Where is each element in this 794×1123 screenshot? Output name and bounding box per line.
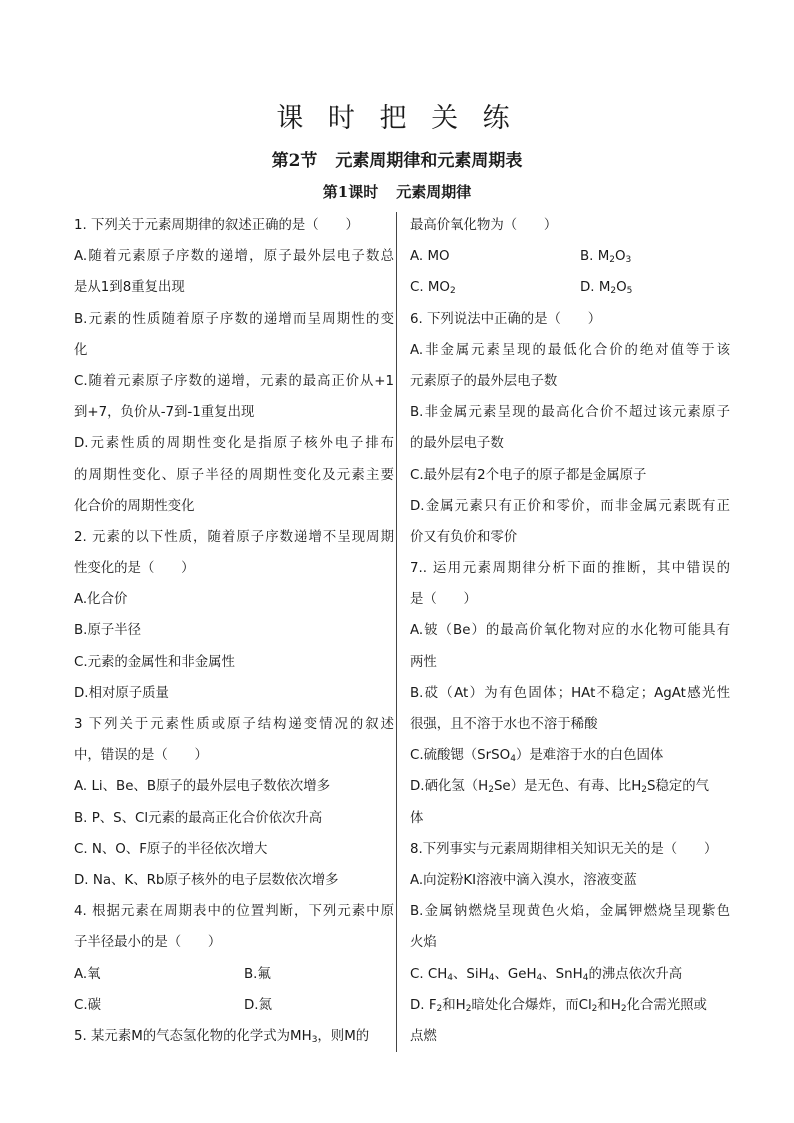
q5-option-c: C. $MO_2$ xyxy=(410,280,456,297)
q4-option-d: D.氮 xyxy=(244,997,272,1013)
q7-option-d: D.硒化氢$(H_2Se)$是无色、有毒、比$H_2S$稳定的气 xyxy=(410,779,710,796)
q3-option-c: C. N、O、F原子的半径依次增大 xyxy=(74,841,268,857)
q5-options-row-1 xyxy=(410,241,730,272)
q2-option-d: D.相对原子质量 xyxy=(74,685,169,701)
q4-option-a: A.氧 xyxy=(74,966,101,982)
q7-stem-cont: 是（ ） xyxy=(410,592,477,608)
q7-option-c: C.硫酸锶（SrSO$_4$）是难溶于水的白色固体 xyxy=(410,748,664,765)
left-column xyxy=(74,210,394,1052)
q7-option-b-cont: 很强，且不溶于水也不溶于稀酸 xyxy=(410,717,598,732)
section-number: 第2节 xyxy=(271,151,318,171)
q5-options-row-2 xyxy=(410,272,730,303)
q5-stem: 5. 某元素M的气态氢化物的化学式为$MH_3$，则M的 xyxy=(74,1028,370,1045)
q8-stem: 8.下列事实与元素周期律相关知识无关的是（ ） xyxy=(410,841,718,857)
right-column xyxy=(410,210,730,1052)
q6-option-d-cont: 价又有负价和零价 xyxy=(410,529,518,545)
q3-stem-cont: 中，错误的是（ ） xyxy=(74,748,208,764)
question-3 xyxy=(74,709,394,896)
q8-option-d: D. $F_2$和$H_2$暗处化合爆炸，而$Cl_2$和$H_2$化合需光照或 xyxy=(410,997,707,1014)
lesson-number: 第1课时 xyxy=(322,183,379,201)
q5-stem-cont: 最高价氧化物为（ ） xyxy=(410,218,558,233)
question-7 xyxy=(410,553,730,834)
q1-option-d-cont2: 化合价的周期性变化 xyxy=(74,498,195,514)
q4-option-c: C.碳 xyxy=(74,997,101,1013)
q8-option-d-cont: 点燃 xyxy=(410,1028,437,1044)
question-8 xyxy=(410,834,730,1052)
question-4 xyxy=(74,896,394,1021)
question-2 xyxy=(74,522,394,709)
question-5-cont xyxy=(410,210,730,304)
q1-stem: 1. 下列关于元素周期律的叙述正确的是（ ） xyxy=(74,218,359,233)
q1-option-b: B.元素的性质随着原子序数的递增而呈周期性的变 xyxy=(74,311,394,327)
q8-option-c: C. $CH_4$、SiH$_4$、GeH$_4$、SnH$_4$的沸点依次升高 xyxy=(410,966,683,983)
q6-option-b: B.非金属元素呈现的最高化合价不超过该元素原子 xyxy=(410,405,730,421)
q6-option-a-cont: 元素原子的最外层电子数 xyxy=(410,373,558,389)
q7-option-a: A.铍（Be）的最高价氧化物对应的水化物可能具有 xyxy=(410,623,730,639)
q2-stem: 2. 元素的以下性质，随着原子序数递增不呈现周期 xyxy=(74,529,394,545)
q4-stem: 4. 根据元素在周期表中的位置判断，下列元素中原 xyxy=(74,904,394,920)
q2-option-b: B.原子半径 xyxy=(74,623,142,639)
q1-option-c: C.随着元素原子序数的递增，元素的最高正价从+1 xyxy=(74,373,394,389)
q6-stem: 6. 下列说法中正确的是（ ） xyxy=(410,311,602,327)
question-5-start xyxy=(74,1021,394,1052)
q1-option-a-cont: 是从1到8重复出现 xyxy=(74,280,185,296)
q4-options-row-1 xyxy=(74,959,394,990)
q8-option-a: A.向淀粉KI溶液中滴入溴水，溶液变蓝 xyxy=(410,872,637,888)
q6-option-c: C.最外层有2个电子的原子都是金属原子 xyxy=(410,467,647,483)
q4-option-b: B.氟 xyxy=(244,966,271,982)
lesson-heading xyxy=(0,181,794,202)
q6-option-d: D.金属元素只有正价和零价，而非金属元素既有正 xyxy=(410,498,730,514)
q7-option-d-cont: 体 xyxy=(410,810,424,826)
q1-option-d: D.元素性质的周期性变化是指原子核外电子排布 xyxy=(74,436,394,452)
q3-option-d: D. Na、K、Rb原子核外的电子层数依次增多 xyxy=(74,872,339,888)
q7-option-a-cont: 两性 xyxy=(410,654,437,670)
q3-option-b: B. P、S、Cl元素的最高正化合价依次升高 xyxy=(74,810,323,826)
q6-option-a: A.非金属元素呈现的最低化合价的绝对值等于该 xyxy=(410,342,730,358)
q8-option-b-cont: 火焰 xyxy=(410,935,437,951)
lesson-name: 元素周期律 xyxy=(396,183,472,201)
q5-option-d: D. $M_2O_5$ xyxy=(580,280,633,297)
page-title: 课 时 把 关 练 xyxy=(276,103,518,134)
question-1 xyxy=(74,210,394,522)
q7-stem: 7.. 运用元素周期律分析下面的推断，其中错误的 xyxy=(410,561,730,577)
section-name: 元素周期律和元素周期表 xyxy=(335,151,523,171)
q6-option-b-cont: 的最外层电子数 xyxy=(410,436,504,452)
q4-options-row-2 xyxy=(74,990,394,1021)
section-heading xyxy=(0,146,794,171)
q1-option-b-cont: 化 xyxy=(74,342,88,358)
q3-option-a: A. Li、Be、B原子的最外层电子数依次增多 xyxy=(74,779,331,795)
question-6 xyxy=(410,304,730,554)
q1-option-a: A.随着元素原子序数的递增，原子最外层电子数总 xyxy=(74,249,394,265)
q2-option-a: A.化合价 xyxy=(74,592,128,608)
q7-option-b: B.砹（At）为有色固体；HAt不稳定；AgAt感光性 xyxy=(410,685,730,701)
q2-option-c: C.元素的金属性和非金属性 xyxy=(74,654,235,670)
q8-option-b: B.金属钠燃烧呈现黄色火焰，金属钾燃烧呈现紫色 xyxy=(410,904,730,920)
q2-stem-cont: 性变化的是（ ） xyxy=(74,561,195,577)
q5-option-b: B. $M_2O_3$ xyxy=(580,249,632,266)
q1-option-c-cont: 到+7，负价从-7到-1重复出现 xyxy=(74,405,255,421)
q1-option-d-cont: 的周期性变化、原子半径的周期性变化及元素主要 xyxy=(74,467,394,483)
q5-option-a: A. MO xyxy=(410,249,450,265)
q3-stem: 3 下列关于元素性质或原子结构递变情况的叙述 xyxy=(74,717,394,732)
q4-stem-cont: 子半径最小的是（ ） xyxy=(74,935,222,951)
column-divider xyxy=(396,212,397,1052)
